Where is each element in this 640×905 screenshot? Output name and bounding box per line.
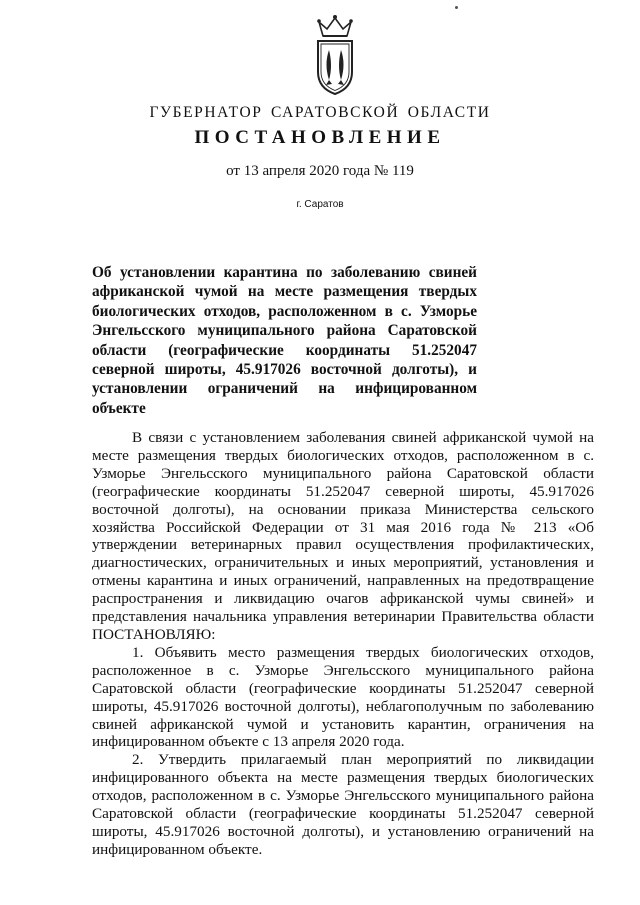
document-body	[92, 429, 594, 859]
document-city: г. Саратов	[296, 199, 344, 210]
document-title: Об установлении карантина по заболеванию свиней африканской чумой на месте размещения твердых биологических отходов, расположенном в с. Узморье Энгельсского муниципального района Саратовской области (географические координаты 51.252047 северной широты, 45.917026 восточной долготы), и установлении ограничений на инфицированном объекте	[92, 264, 477, 417]
document-type-heading: ПОСТАНОВЛЕНИЕ	[194, 127, 446, 148]
issuing-authority: ГУБЕРНАТОР САРАТОВСКОЙ ОБЛАСТИ	[149, 104, 491, 121]
resolution-item-2: 2. Утвердить прилагаемый план мероприятий по ликвидации инфицированного объекта на месте размещения твердых биологических отходов, расположенном в с. Узморье Энгельсского муниципального района Саратовской области (географические координаты 51.252047 северной широты, 45.917026 восточной долготы), и установлению ограничений на инфицированном объекте.	[92, 751, 594, 858]
coat-of-arms-icon	[310, 14, 360, 96]
resolution-item-1: 1. Объявить место размещения твердых биологических отходов, расположенное в с. Узморье Энгельсского муниципального района Саратовской области (географические координаты 51.252047 северной широты, 45.917026 восточной долготы), неблагополучным по заболеванию свиней африканской чумой и установить карантин, ограничения на инфицированном объекте с 13 апреля 2020 года.	[92, 643, 594, 751]
preamble-paragraph: В связи с установлением заболевания свиней африканской чумой на месте размещения твердых биологических отходов, расположенном в с. Узморье Энгельсского муниципального района Саратовской области (географические координаты 51.252047 северной широты, 45.917026 восточной долготы), на основании приказа Министерства сельского хозяйства Российской Федерации от 31 мая 2016 года № 213 «Об утверждении ветеринарных правил осуществления профилактических, диагностических, ограничительных и иных мероприятий, установления и отмены карантина и иных ограничений, направленных на предотвращение распространения и ликвидацию очагов африканской чумы свиней» и представления начальника управления ветеринарии Правительства области ПОСТАНОВЛЯЮ:	[92, 429, 594, 643]
scan-speck	[455, 6, 458, 9]
document-date-number: от 13 апреля 2020 года № 119	[226, 163, 414, 179]
